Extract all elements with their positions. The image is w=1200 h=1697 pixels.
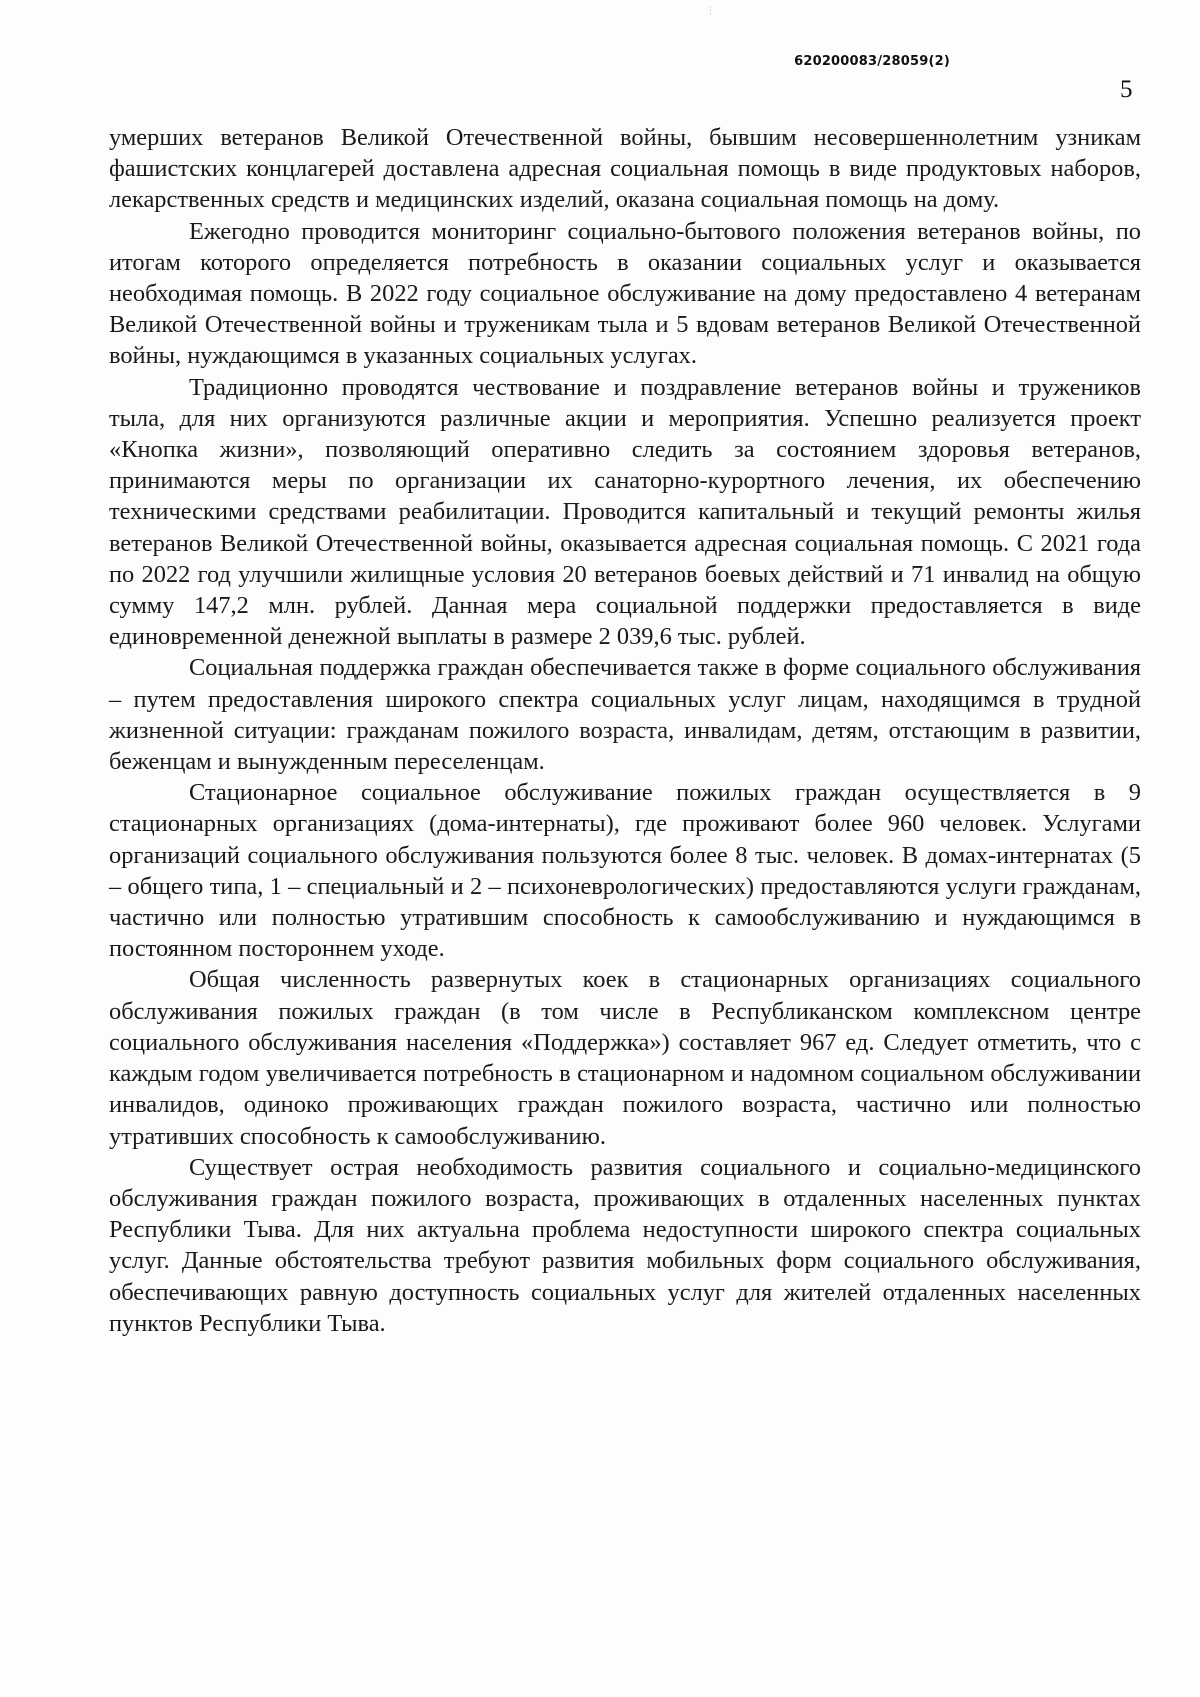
paragraph: умерших ветеранов Великой Отечественной войны, бывшим несовершеннолетним узникам фашистских концлагерей доставлена адресная социальная помощь в виде продуктовых наборов, лекарственных средств и медицинских изделий, оказана социальная помощь на дому. <box>109 124 1141 214</box>
paragraph: Общая численность развернутых коек в стационарных организациях социального обслуживания пожилых граждан (в том числе в Республиканском комплексном центре социального обслуживания населения «Поддержка») составляет 967 ед. Следует отметить, что с каждым годом увеличивается потребность в стационарном и надомном социальном обслуживании инвалидов, одиноко проживающих граждан пожилого возраста, частично или полностью утративших способность к самообслуживанию. <box>109 966 1141 1150</box>
paragraph: Ежегодно проводится мониторинг социально-бытового положения ветеранов войны, по итогам которого определяется потребность в оказании социальных услуг и оказывается необходимая помощь. В 2022 году социальное обслуживание на дому предоставлено 4 ветеранам Великой Отечественной войны и труженикам тыла и 5 вдовам ветеранов Великой Отечественной войны, нуждающимся в указанных социальных услугах. <box>109 217 1141 370</box>
paragraph: Стационарное социальное обслуживание пожилых граждан осуществляется в 9 стационарных организациях (дома-интернаты), где проживают более 960 человек. Услугами организаций социального обслуживания пользуются более 8 тыс. человек. В домах-интернатах (5 – общего типа, 1 – специальный и 2 – психоневрологических) предоставляются услуги гражданам, частично или полностью утратившим способность к самообслуживанию и нуждающимся в постоянном постороннем уходе. <box>109 779 1141 963</box>
paragraph: Существует острая необходимость развития социального и социально-медицинского обслуживания граждан пожилого возраста, проживающих в отдаленных населенных пунктах Республики Тыва. Для них актуальна проблема недоступности широкого спектра социальных услуг. Данные обстоятельства требуют развития мобильных форм социального обслуживания, обеспечивающих равную доступность социальных услуг для жителей отдаленных населенных пунктов Республики Тыва. <box>109 1153 1141 1337</box>
page-number: 5 <box>1120 76 1133 103</box>
paragraph: Традиционно проводятся чествование и поздравление ветеранов войны и тружеников тыла, для них организуются различные акции и мероприятия. Успешно реализуется проект «Кнопка жизни», позволяющий оперативно следить за состоянием здоровья ветеранов, принимаются меры по организации их санаторно-курортного лечения, их обеспечению техническими средствами реабилитации. Проводится капитальный и текущий ремонты жилья ветеранов Великой Отечественной войны, оказывается адресная социальная помощь. С 2021 года по 2022 год улучшили жилищные условия 20 ветеранов боевых действий и 71 инвалид на общую сумму 147,2 млн. рублей. Данная мера социальной поддержки предоставляется в виде единовременной денежной выплаты в размере 2 039,6 тыс. рублей. <box>109 373 1141 651</box>
document-id: 620200083/28059(2) <box>794 54 950 69</box>
document-body <box>109 122 1141 1339</box>
paragraph: Социальная поддержка граждан обеспечивается также в форме социального обслуживания – путем предоставления широкого спектра социальных услуг лицам, находящимся в трудной жизненной ситуации: гражданам пожилого возраста, инвалидам, детям, отстающим в развитии, беженцам и вынужденным переселенцам. <box>109 654 1141 776</box>
scan-artifact-icon: ⋮ <box>706 6 715 16</box>
